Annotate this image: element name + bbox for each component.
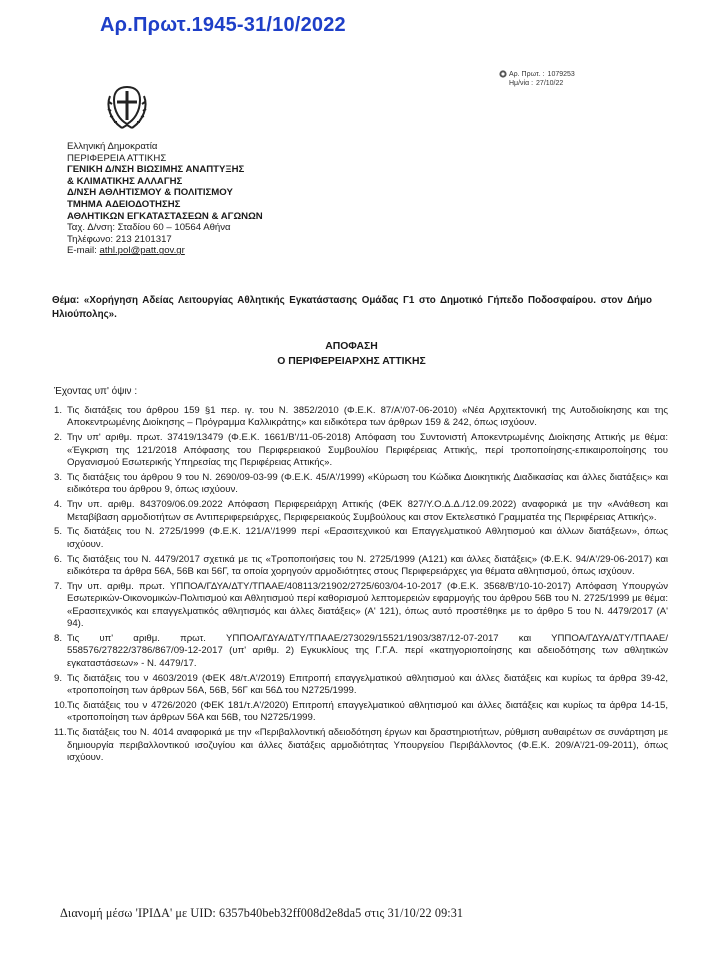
- sender-email-link[interactable]: athl.pol@patt.gov.gr: [99, 245, 185, 257]
- clause-text: Τις διατάξεις του ν 4603/2019 (ΦΕΚ 48/τ.Α'/2019) Επιτροπή επαγγελματικού αθλητισμού και άλλες διατάξεις και κυρίως τα άρθρα 39-42, «τροποποίηση των άρθρων 56Α, 56Β, 56Γ και 56Δ του Ν2725/1999.: [67, 672, 668, 696]
- clause-number: 3.: [54, 471, 63, 483]
- sender-block: [67, 141, 263, 257]
- list-item: [54, 673, 668, 698]
- stamp-date-value: 27/10/22: [536, 80, 564, 87]
- clauses-list: [54, 405, 668, 767]
- list-item: [54, 499, 668, 524]
- list-item: [54, 554, 668, 579]
- list-item: [54, 472, 668, 497]
- sender-region: ΠΕΡΙΦΕΡΕΙΑ ΑΤΤΙΚΗΣ: [67, 152, 167, 164]
- hellenic-emblem-icon: [104, 82, 150, 132]
- sender-department: ΤΜΗΜΑ ΑΔΕΙΟΔΟΤΗΣΗΣ: [67, 198, 181, 210]
- clause-text: Τις διατάξεις του Ν. 2725/1999 (Φ.Ε.Κ. 121/Α'/1999 περί «Ερασιτεχνικού και Επαγγελματικού Αθλητισμού και άλλων διατάξεων», όπως ισχύουν.: [67, 526, 668, 550]
- considering-label: Έχοντας υπ' όψιν :: [54, 386, 138, 397]
- clause-number: 11.: [54, 727, 67, 739]
- stamp-proto-value: 1079253: [547, 71, 575, 78]
- clause-number: 7.: [54, 581, 63, 593]
- stamp-date-label: Ημ/νία :: [509, 80, 534, 87]
- protocol-header: Αρ.Πρωτ.1945-31/10/2022: [100, 14, 346, 36]
- stamp-proto-label: Αρ. Πρωτ. :: [509, 71, 545, 78]
- clause-text: Τις διατάξεις του Ν. 4014 αναφορικά με την «Περιβαλλοντική αδειοδότηση έργων και δραστηριοτήτων, ρύθμιση αυθαιρέτων σε συνάρτηση με δημιουργία περιβαλλοντικού ισοζυγίου και άλλες διατάξεις αρμοδιότητας Υπουργείου Περιβάλλοντος (Φ.Ε.Κ. 209/Α'/21-09-2011), όπως ισχύουν.: [67, 727, 668, 763]
- sender-phone: Τηλέφωνο: 213 2101317: [67, 233, 172, 245]
- clause-text: Τις υπ' αριθμ. πρωτ. ΥΠΠΟΑ/ΓΔΥΑ/ΔΤΥ/ΤΠΑΑΕ/273029/15521/1903/387/12-07-2017 και ΥΠΠΟΑ/ΓΔΥΑ/ΔΤΥ/ΤΠΑΑΕ/ 558576/27822/3786/867/09-12-2017 (υπ' αριθμ. 2) Εγκυκλίους της Γ.Γ.Α. περί «κατηγοριοποίησης και αδειοδότησης των αθλητικών εγκαταστάσεων» - Ν. 4479/17.: [67, 633, 668, 669]
- clause-text: Την υπ' αριθμ. πρωτ. 37419/13479 (Φ.Ε.Κ. 1661/Β'/11-05-2018) Απόφαση του Συντονιστή Αποκεντρωμένης Διοίκησης Αττικής με θέμα: «Έγκριση της 121/2018 Απόφασης του Περιφερειακού Συμβουλίου Περιφέρειας Αττικής, περί τροποποίησης-επικαιροποίησης του Οργανισμού Εσωτερικής Υπηρεσίας της Περιφέρειας Αττικής».: [67, 432, 668, 468]
- clause-number: 5.: [54, 526, 63, 538]
- decision-subtitle: Ο ΠΕΡΙΦΕΡΕΙΑΡΧΗΣ ΑΤΤΙΚΗΣ: [277, 356, 426, 367]
- list-item: [54, 581, 668, 630]
- sender-country: Ελληνική Δημοκρατία: [67, 141, 158, 152]
- clause-text: Την υπ. αριθμ. πρωτ. ΥΠΠΟΑ/ΓΔΥΑ/ΔΤΥ/ΤΠΑΑΕ/408113/21902/2725/603/04-10-2017 (Φ.Ε.Κ. 3568/Β'/10-10-2017) Απόφαση Υπουργών Εσωτερικών-Οικονομικών-Πολιτισμού και Αθλητισμού περί καθορισμού λεπτομερειών εφαρμογής του άρθρου 56Β του Ν. 2725/1999 με θέμα: «Ερασιτεχνικός και επαγγελματικός αθλητισμός και άλλες διατάξεις» (Α' 121), όπως αυτό προστέθηκε με το άρθρο 5 του Ν. 4479/2017 (Α' 94).: [67, 581, 668, 630]
- sender-email-label: E-mail:: [67, 245, 100, 257]
- list-item: [54, 405, 668, 430]
- list-item: [54, 526, 668, 551]
- list-item: [54, 633, 668, 670]
- clause-number: 1.: [54, 405, 63, 416]
- clause-number: 2.: [54, 432, 63, 444]
- clause-number: 10.: [54, 699, 68, 711]
- stamp-logo-icon: [499, 70, 507, 78]
- protocol-stamp: [509, 70, 575, 88]
- clause-number: 9.: [54, 672, 63, 684]
- sender-department-cont: ΑΘΛΗΤΙΚΩΝ ΕΓΚΑΤΑΣΤΑΣΕΩΝ & ΑΓΩΝΩΝ: [67, 210, 263, 222]
- subject: Θέμα: «Χορήγηση Αδείας Λειτουργίας Αθλητικής Εγκατάστασης Ομάδας Γ1 στο Δημοτικό Γήπεδο Ποδοσφαίρου. στον Δήμο Ηλιούπολης».: [52, 295, 652, 320]
- distribution-footer: Διανομή μέσω 'ΙΡΙΔΑ' με UID: 6357b40beb32ff008d2e8da5 στις 31/10/22 09:31: [60, 906, 464, 920]
- decision-heading: [0, 339, 703, 369]
- list-item: [54, 700, 668, 725]
- decision-title: ΑΠΟΦΑΣΗ: [325, 341, 378, 352]
- sender-address: Ταχ. Δ/νση: Σταδίου 60 – 10564 Αθήνα: [67, 222, 231, 234]
- sender-general-directorate: ΓΕΝΙΚΗ Δ/ΝΣΗ ΒΙΩΣΙΜΗΣ ΑΝΑΠΤΥΞΗΣ: [67, 164, 245, 176]
- list-item: [54, 727, 668, 764]
- sender-email-line: [67, 245, 263, 257]
- clause-text: Τις διατάξεις του άρθρου 159 §1 περ. ιγ. του Ν. 3852/2010 (Φ.Ε.Κ. 87/Α'/07-06-2010) «Νέα Αρχιτεκτονική της Αυτοδιοίκησης και της Αποκεντρωμένης Διοίκησης – Πρόγραμμα Καλλικράτης» και ειδικότερα των άρθρων 159 & 242, όπως ισχύουν.: [67, 405, 668, 429]
- list-item: [54, 432, 668, 469]
- clause-number: 8.: [54, 633, 63, 644]
- sender-general-directorate-cont: & ΚΛΙΜΑΤΙΚΗΣ ΑΛΛΑΓΗΣ: [67, 175, 183, 187]
- clause-number: 6.: [54, 553, 63, 565]
- clause-text: Τις διατάξεις του Ν. 4479/2017 σχετικά με τις «Τροποποιήσεις του Ν. 2725/1999 (Α121) και άλλες διατάξεις» (Φ.Ε.Κ. 94/Α'/29-06-2017) και ειδικότερα τα άρθρα 56Α, 56Β και 56Γ, τα οποία χορηγούν αρμοδιότητες στους Περιφερειάρχες για θέματα αθλητισμού, όπως ισχύουν.: [67, 553, 668, 578]
- clause-number: 4.: [54, 499, 63, 511]
- clause-text: Τις διατάξεις του ν 4726/2020 (ΦΕΚ 181/τ.Α'/2020) Επιτροπή επαγγελματικού αθλητισμού και άλλες διατάξεις και κυρίως τα άρθρα 14-15, «τροποποίηση των άρθρων 56Α και 56Β, του Ν2725/1999.: [67, 699, 668, 724]
- clause-text: Την υπ. αριθμ. 843709/06.09.2022 Απόφαση Περιφερειάρχη Αττικής (ΦΕΚ 827/Υ.Ο.Δ.Δ./12.09.2022) αναφορικά με την «Ανάθεση και Μεταβίβαση αρμοδιοτήτων σε Αντιπεριφερειάρχες, Περιφερειακούς Συμβούλους και στον Εκτελεστικό Γραμματέα της Περιφέρειας Αττικής».: [67, 499, 668, 523]
- clause-text: Τις διατάξεις του άρθρου 9 του Ν. 2690/09-03-99 (Φ.Ε.Κ. 45/Α'/1999) «Κύρωση του Κώδικα Διοικητικής Διαδικασίας και άλλες διατάξεις» και ειδικότερα του άρθρου 9, όπως ισχύουν.: [67, 471, 668, 496]
- sender-directorate: Δ/ΝΣΗ ΑΘΛΗΤΙΣΜΟΥ & ΠΟΛΙΤΙΣΜΟΥ: [67, 187, 233, 199]
